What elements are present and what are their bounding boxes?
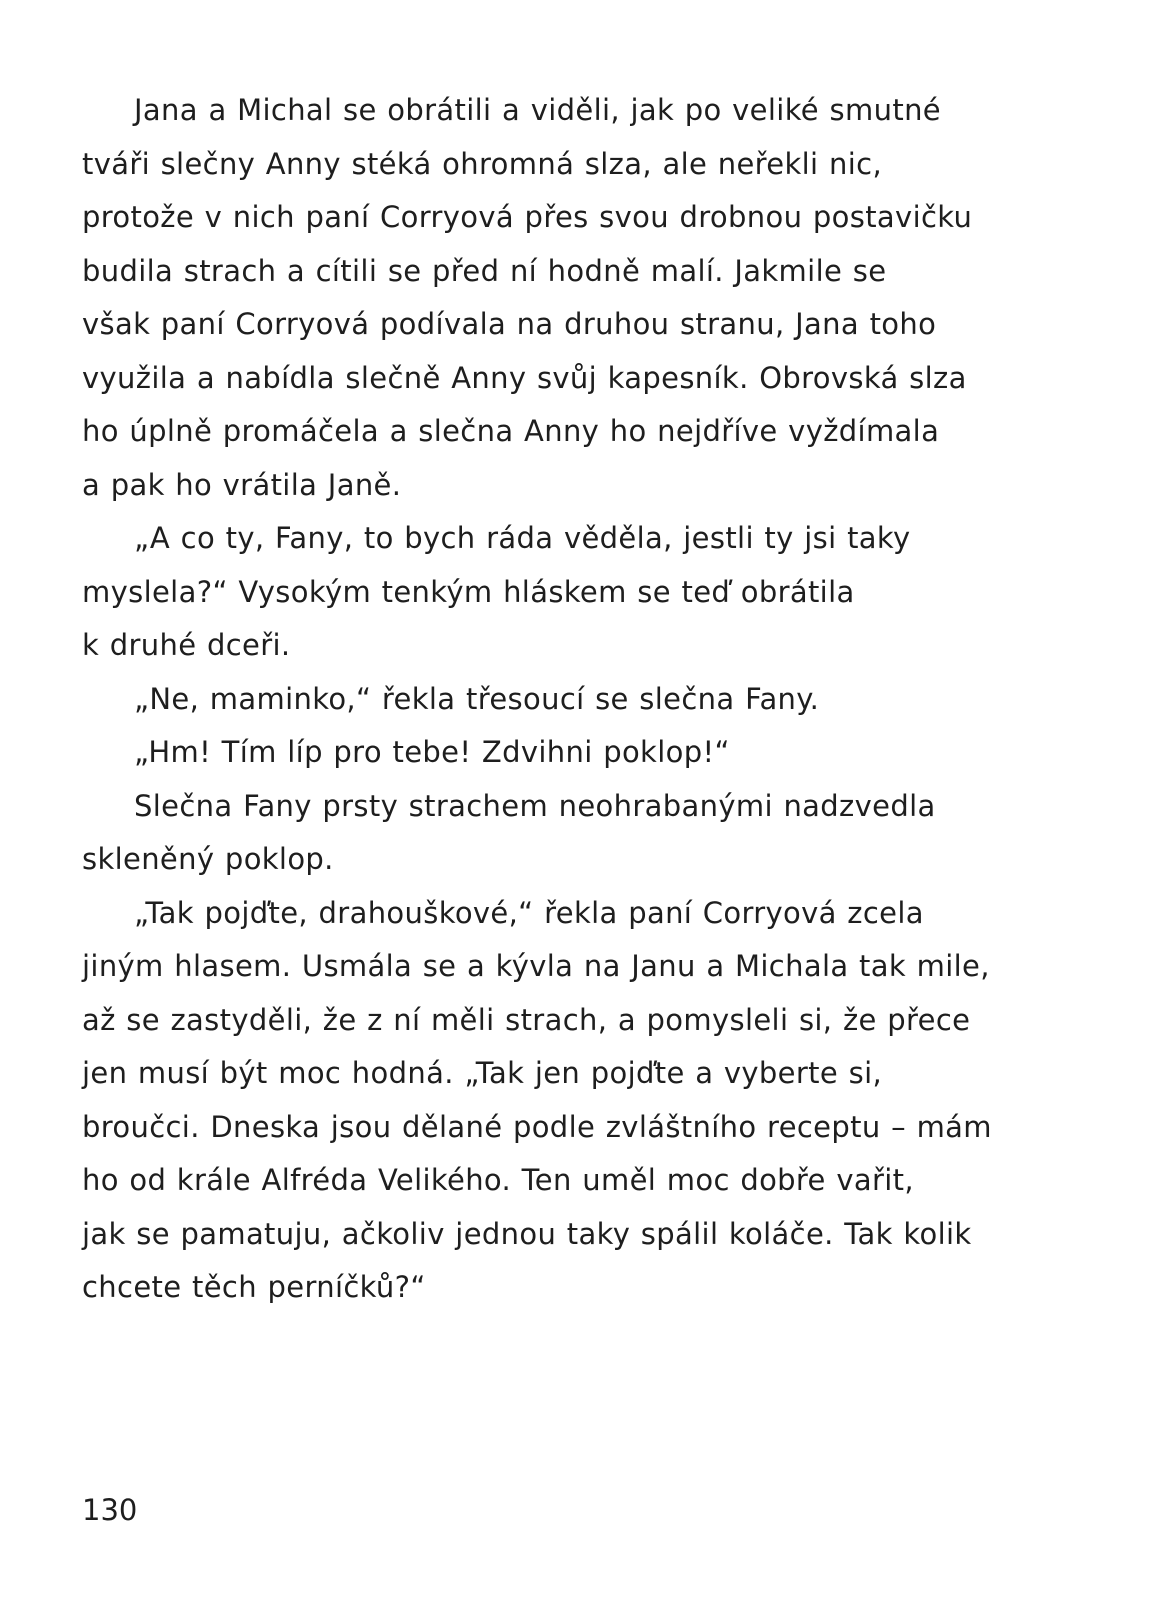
text-line: k druhé dceři.	[82, 628, 291, 662]
text-line: „Ne, maminko,“ řekla třesoucí se slečna Fany.	[134, 681, 820, 716]
text-line: protože v nich paní Corryová přes svou drobnou postavičku	[82, 200, 973, 234]
text-line: Jana a Michal se obrátili a viděli, jak po veliké smutné	[134, 93, 941, 127]
text-line: „A co ty, Fany, to bych ráda věděla, jestli ty jsi taky	[134, 521, 911, 555]
text-line: chcete těch perníčků?“	[82, 1270, 426, 1304]
text-line: myslela?“ Vysokým tenkým hláskem se teď obrátila	[82, 574, 855, 609]
text-line: až se zastyděli, že z ní měli strach, a pomysleli si, že přece	[82, 1002, 971, 1037]
text-line: tváři slečny Anny stéká ohromná slza, ale neřekli nic,	[82, 146, 883, 181]
text-line: skleněný poklop.	[82, 842, 334, 876]
text-line: jen musí být moc hodná. „Tak jen pojďte a vyberte si,	[82, 1056, 883, 1090]
text-line: a pak ho vrátila Janě.	[82, 467, 402, 502]
text-line: broučci. Dneska jsou dělané podle zvláštního receptu – mám	[82, 1109, 992, 1144]
text-line: budila strach a cítili se před ní hodně malí. Jakmile se	[82, 253, 887, 288]
text-line: Slečna Fany prsty strachem neohrabanými nadzvedla	[134, 788, 936, 823]
text-line: „Hm! Tím líp pro tebe! Zdvihni poklop!“	[134, 735, 730, 769]
text-line: „Tak pojďte, drahouškové,“ řekla paní Corryová zcela	[134, 895, 924, 930]
text-line: využila a nabídla slečně Anny svůj kapesník. Obrovská slza	[82, 360, 967, 395]
text-line: ho úplně promáčela a slečna Anny ho nejdříve vyždímala	[82, 414, 940, 448]
text-line: jiným hlasem. Usmála se a kývla na Janu a Michala tak mile,	[82, 949, 990, 983]
body-text	[82, 84, 1042, 1315]
page-number: 130	[82, 1493, 138, 1527]
text-line: jak se pamatuju, ačkoliv jednou taky spálil koláče. Tak kolik	[82, 1216, 972, 1251]
text-line: však paní Corryová podívala na druhou stranu, Jana toho	[82, 307, 937, 341]
text-line: ho od krále Alfréda Velikého. Ten uměl moc dobře vařit,	[82, 1163, 914, 1197]
